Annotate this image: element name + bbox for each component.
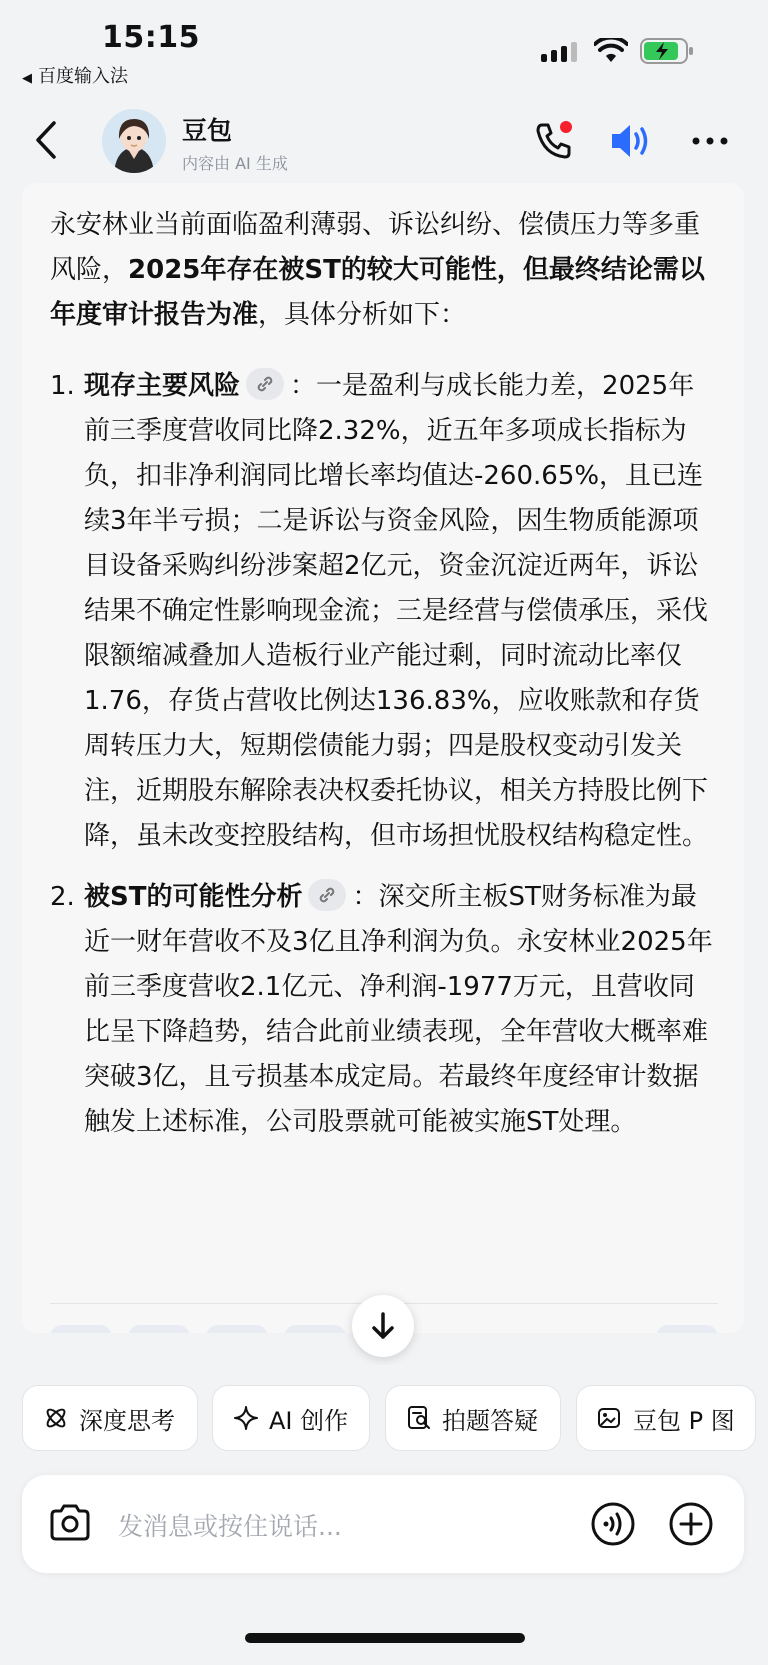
more-options-button[interactable] [688,119,732,163]
read-aloud-button[interactable] [608,119,656,163]
chip-deep-thinking[interactable] [22,1385,198,1451]
phone-icon [532,119,576,163]
back-to-app-link[interactable] [22,62,128,88]
list-number: 2. [50,882,75,912]
ai-disclaimer: 内容由 AI 生成 [182,154,288,173]
status-time: 15:15 [102,20,200,55]
speaker-icon [608,119,656,163]
voice-input-button[interactable] [590,1501,636,1551]
cellular-signal-icon [541,42,577,62]
message-input-placeholder[interactable]: 发消息或按住说话... [118,1512,342,1541]
intro-tail-text: ，具体分析如下： [258,300,467,330]
link-icon [255,374,275,394]
arrow-down-icon [369,1311,397,1341]
chevron-left-icon [28,115,68,165]
chip-label: 拍题答疑 [442,1406,538,1435]
battery-charging-icon [640,38,694,68]
camera-icon [48,1503,92,1543]
regenerate-button[interactable] [656,1325,718,1333]
chip-label: AI 创作 [269,1406,349,1435]
message-content [50,203,718,1161]
chip-image-edit[interactable] [576,1385,756,1451]
sparkle-icon [233,1405,259,1431]
citation-link-button[interactable] [308,879,346,911]
bookmark-button[interactable] [206,1325,268,1333]
list-number: 1. [50,371,75,401]
chip-photo-question[interactable] [385,1385,561,1451]
list-item [50,364,718,859]
list-item-title: 被ST的可能性分析 [84,882,303,912]
list-item-body: 一是盈利与成长能力差，2025年前三季度营收同比降2.32%，近五年多项成长指标为负，扣非净利润同比增长率均值达-260.65%，且已连续3年半亏损；二是诉讼与资金风险，因生物质能源项目设备采购纠纷涉案超2亿元，资金沉淀近两年，诉讼结果不确定性影响现金流；三是经营与偿债承压，采伐限额缩减叠加人造板行业产能过剩，同时流动比率仅1.76，存货占营收比例达136.83%，应收账款和存货周转压力大，短期偿债能力弱；四是股权变动引发关注，近期股东解除表决权委托协议，相关方持股比例下降，虽未改变控股结构，但市场担忧股权结构稳定性。 [84,371,709,851]
citation-link-button[interactable] [246,368,284,400]
wifi-icon [594,38,628,68]
composer-area [0,1365,768,1665]
intro-bold-text: 2025年存在被ST的较大可能性，但最终结论需以年度审计报告为准 [50,255,705,330]
scan-question-icon [406,1405,432,1431]
add-attachment-button[interactable] [668,1501,714,1551]
home-indicator [245,1633,525,1643]
chat-header [0,95,768,190]
voice-wave-icon [590,1501,636,1547]
intro-text: 永安林业当前面临盈利薄弱、诉讼纠纷、偿债压力等多重风险， [50,210,701,285]
intro-paragraph [50,203,718,338]
back-triangle-icon: ◀ [22,71,32,86]
image-edit-icon [597,1405,623,1431]
link-icon [317,885,337,905]
back-app-label: 百度输入法 [38,66,128,87]
atom-icon [43,1405,69,1431]
chip-ai-create[interactable] [212,1385,370,1451]
chip-label: 深度思考 [79,1406,175,1435]
bot-name: 豆包 [182,116,233,145]
status-bar [0,0,768,95]
share-button[interactable] [284,1325,346,1333]
plus-circle-icon [668,1501,714,1547]
list-item-separator: ： [290,371,317,401]
copy-button[interactable] [50,1325,112,1333]
list-item-separator: ： [352,882,379,912]
analysis-list [50,364,718,1145]
list-item [50,875,718,1145]
sound-wave-button[interactable] [128,1325,190,1333]
list-item-body: 深交所主板ST财务标准为最近一财年营收不及3亿且净利润为负。永安林业2025年前三季度营收2.1亿元、净利润-1977万元，且营收同比呈下降趋势，结合此前业绩表现，全年营收大概率难突破3亿，且亏损基本成定局。若最终年度经审计数据触发上述标准，公司股票就可能被实施ST处理。 [84,882,713,1137]
back-button[interactable] [28,115,68,165]
scroll-to-bottom-button[interactable] [352,1295,414,1357]
chip-label: 豆包 P 图 [633,1406,735,1435]
bot-avatar[interactable] [102,109,166,173]
list-item-title: 现存主要风险 [84,371,241,401]
message-input-bar[interactable] [22,1475,744,1573]
camera-button[interactable] [48,1503,92,1547]
voice-call-button[interactable] [532,119,576,163]
more-dots-icon [688,119,732,163]
bot-message-card [22,183,744,1333]
